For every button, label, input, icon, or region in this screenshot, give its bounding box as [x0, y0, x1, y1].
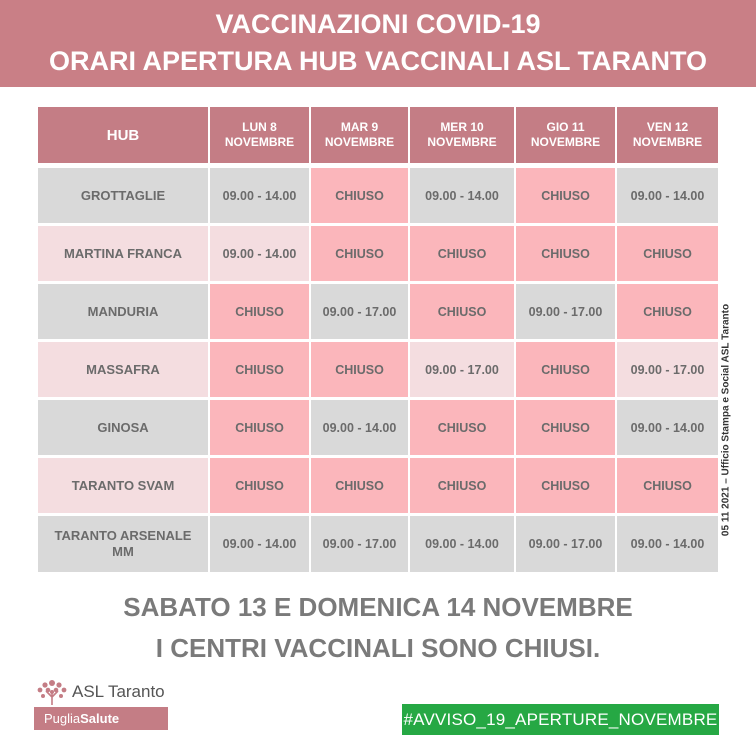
schedule-cell: 09.00 - 14.00	[410, 168, 514, 223]
schedule-cell: 09.00 - 17.00	[516, 516, 615, 572]
table-row	[38, 516, 718, 572]
schedule-cell: 09.00 - 14.00	[617, 516, 718, 572]
header-title-line2: ORARI APERTURA HUB VACCINALI ASL TARANTO	[49, 46, 707, 76]
day-label: GIO 11	[546, 120, 585, 134]
org-name	[72, 682, 165, 702]
month-label: NOVEMBRE	[224, 135, 295, 149]
hub-name: GROTTAGLIE	[38, 168, 208, 223]
schedule-cell: CHIUSO	[311, 342, 408, 397]
schedule-cell: CHIUSO	[617, 226, 718, 281]
schedule-cell: 09.00 - 17.00	[516, 284, 615, 339]
asl-logo	[32, 677, 172, 733]
schedule-cell: CHIUSO	[617, 458, 718, 513]
schedule-cell: CHIUSO	[210, 284, 309, 339]
table-row	[38, 168, 718, 223]
page-header	[0, 0, 756, 87]
schedule-cell: CHIUSO	[516, 226, 615, 281]
org-prefix: ASL	[72, 682, 104, 701]
schedule-cell: 09.00 - 17.00	[617, 342, 718, 397]
table-row	[38, 284, 718, 339]
hub-name: TARANTO ARSENALE MM	[38, 516, 208, 572]
table-header-row	[38, 107, 718, 163]
hub-name: GINOSA	[38, 400, 208, 455]
header-day	[210, 107, 309, 163]
month-label: NOVEMBRE	[427, 135, 497, 149]
schedule-cell: CHIUSO	[410, 284, 514, 339]
day-label: MAR 9	[340, 120, 379, 134]
schedule-cell: CHIUSO	[516, 342, 615, 397]
schedule-cell: CHIUSO	[210, 458, 309, 513]
month-label: NOVEMBRE	[632, 135, 703, 149]
schedule-cell: 09.00 - 14.00	[311, 400, 408, 455]
day-label: LUN 8	[242, 120, 277, 134]
side-note-text: 05 11 2021 – Ufficio Stampa e Social ASL Taranto	[720, 303, 732, 537]
schedule-cell: 09.00 - 17.00	[311, 516, 408, 572]
header-title-line1: VACCINAZIONI COVID-19	[215, 9, 541, 39]
hub-name: TARANTO SVAM	[38, 458, 208, 513]
schedule-cell: 09.00 - 17.00	[311, 284, 408, 339]
hub-name: MARTINA FRANCA	[38, 226, 208, 281]
day-label: MER 10	[440, 120, 484, 134]
header-day	[617, 107, 718, 163]
schedule-cell: 09.00 - 14.00	[617, 168, 718, 223]
brand-part-b: Salute	[80, 711, 120, 726]
table-row	[38, 400, 718, 455]
schedule-cell: 09.00 - 14.00	[210, 226, 309, 281]
schedule-cell: CHIUSO	[311, 226, 408, 281]
brand-part-a: Puglia	[44, 711, 81, 726]
schedule-cell: CHIUSO	[516, 400, 615, 455]
schedule-cell: 09.00 - 17.00	[410, 342, 514, 397]
header-day	[311, 107, 408, 163]
table-row	[38, 226, 718, 281]
brand-badge	[34, 707, 168, 730]
table-row	[38, 342, 718, 397]
header-hub: HUB	[38, 107, 208, 163]
schedule-cell: 09.00 - 14.00	[617, 400, 718, 455]
schedule-cell: 09.00 - 14.00	[210, 516, 309, 572]
header-day	[516, 107, 615, 163]
notice-line2: I CENTRI VACCINALI SONO CHIUSI.	[155, 633, 601, 663]
month-label: NOVEMBRE	[324, 135, 395, 149]
header-day	[410, 107, 514, 163]
hashtag-badge: #AVVISO_19_APERTURE_NOVEMBRE	[402, 704, 719, 735]
schedule-cell: CHIUSO	[617, 284, 718, 339]
hub-name: MANDURIA	[38, 284, 208, 339]
schedule-cell: CHIUSO	[210, 400, 309, 455]
tree-icon	[34, 677, 70, 707]
notice-line1: SABATO 13 E DOMENICA 14 NOVEMBRE	[123, 592, 633, 622]
schedule-cell: CHIUSO	[410, 400, 514, 455]
schedule-cell: 09.00 - 14.00	[210, 168, 309, 223]
day-label: VEN 12	[646, 120, 689, 134]
schedule-cell: CHIUSO	[311, 168, 408, 223]
schedule-cell: CHIUSO	[410, 226, 514, 281]
hub-name: MASSAFRA	[38, 342, 208, 397]
schedule-cell: CHIUSO	[311, 458, 408, 513]
schedule-cell: CHIUSO	[516, 168, 615, 223]
table-row	[38, 458, 718, 513]
org-city: Taranto	[107, 682, 165, 701]
month-label: NOVEMBRE	[530, 135, 601, 149]
schedule-cell: CHIUSO	[410, 458, 514, 513]
schedule-cell: CHIUSO	[210, 342, 309, 397]
schedule-cell: CHIUSO	[516, 458, 615, 513]
schedule-cell: 09.00 - 14.00	[410, 516, 514, 572]
